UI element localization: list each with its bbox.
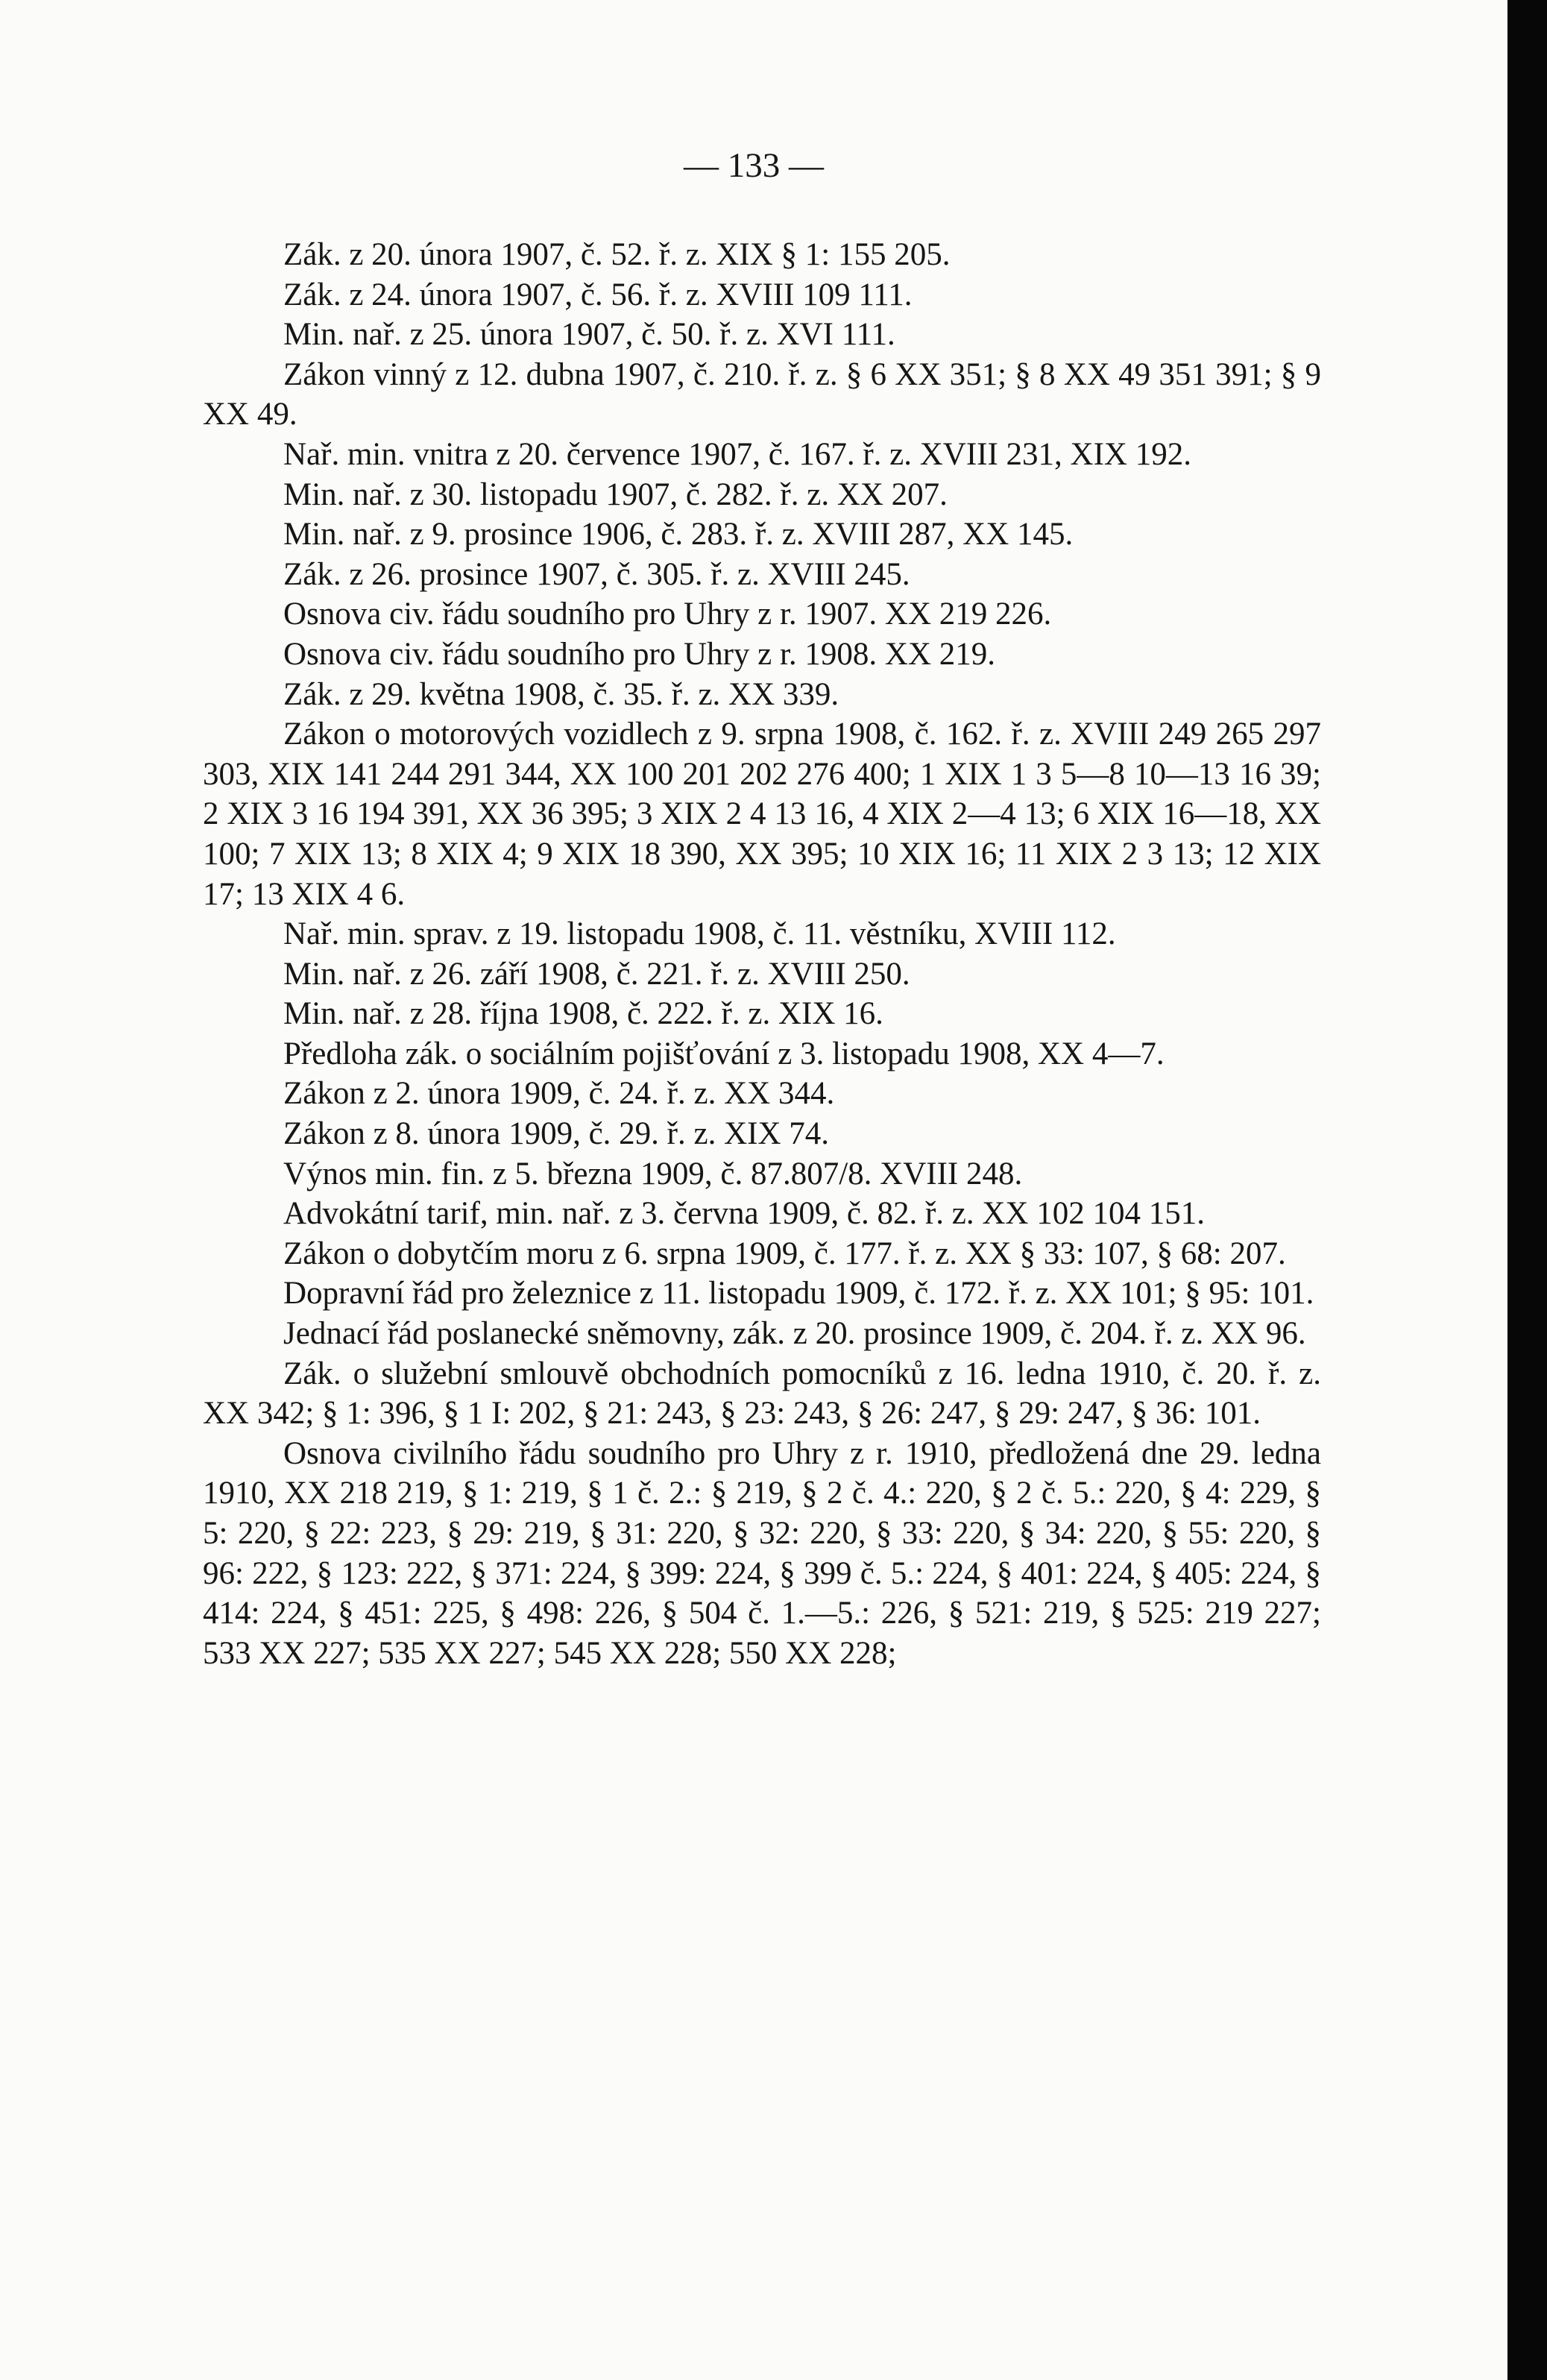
index-entry: Min. nař. z 30. listopadu 1907, č. 282. ř. z. XX 207. <box>283 476 948 512</box>
index-entry: Osnova civilního řádu soudního pro Uhry z r. 1910, předložená dne 29. ledna 1910, XX 218 219, § 1: 219, § 1 č. 2.: § 219, § 2 č. 4.: 220, § 2 č. 5.: 220, § 4: 229, § 5: 220, § 22: 223, § 29: 219, § 31: 220, § 32: 220, § 33: 220, § 34: 220, § 55: 220, § 96: 222, § 123: 222, § 371: 224, § 399: 224, § 399 č. 5.: 224, § 401: 224, § 405: 224, § 414: 224, § 451: 225, § 498: 226, § 504 č. 1.—5.: 226, § 521: 219, § 525: 219 227; 533 XX 227; 535 XX 227; 545 XX 228; 550 XX 228; <box>203 1435 1321 1671</box>
index-entries <box>203 235 1321 1673</box>
index-entry: Výnos min. fin. z 5. března 1909, č. 87.807/8. XVIII 248. <box>283 1156 1023 1191</box>
index-entry: Zák. o služební smlouvě obchodních pomocníků z 16. ledna 1910, č. 20. ř. z. XX 342; § 1: 396, § 1 I: 202, § 21: 243, § 23: 243, § 26: 247, § 29: 247, § 36: 101. <box>203 1356 1321 1432</box>
index-entry: Zákon o motorových vozidlech z 9. srpna 1908, č. 162. ř. z. XVIII 249 265 297 303, XIX 141 244 291 344, XX 100 201 202 276 400; 1 XIX 1 3 5—8 10—13 16 39; 2 XIX 3 16 194 391, XX 36 395; 3 XIX 2 4 13 16, 4 XIX 2—4 13; 6 XIX 16—18, XX 100; 7 XIX 13; 8 XIX 4; 9 XIX 18 390, XX 395; 10 XIX 16; 11 XIX 2 3 13; 12 XIX 17; 13 XIX 4 6. <box>203 717 1321 912</box>
index-entry: Zák. z 26. prosince 1907, č. 305. ř. z. XVIII 245. <box>283 556 910 592</box>
index-entry: Zákon z 2. února 1909, č. 24. ř. z. XX 344. <box>283 1076 835 1112</box>
scan-edge <box>1507 0 1547 2380</box>
index-entry: Zák. z 24. února 1907, č. 56. ř. z. XVIII 109 111. <box>283 277 913 312</box>
index-entry: Osnova civ. řádu soudního pro Uhry z r. 1907. XX 219 226. <box>283 596 1052 632</box>
index-entry: Osnova civ. řádu soudního pro Uhry z r. 1908. XX 219. <box>283 636 996 672</box>
index-entry: Nař. min. vnitra z 20. července 1907, č. 167. ř. z. XVIII 231, XIX 192. <box>283 436 1191 472</box>
index-entry: Zákon z 8. února 1909, č. 29. ř. z. XIX 74. <box>283 1116 830 1152</box>
index-entry: Advokátní tarif, min. nař. z 3. června 1909, č. 82. ř. z. XX 102 104 151. <box>283 1196 1205 1232</box>
index-entry: Min. nař. z 28. října 1908, č. 222. ř. z. XIX 16. <box>283 996 883 1032</box>
index-entry: Jednací řád poslanecké sněmovny, zák. z 20. prosince 1909, č. 204. ř. z. XX 96. <box>283 1316 1306 1352</box>
index-entry: Min. nař. z 25. února 1907, č. 50. ř. z. XVI 111. <box>283 317 895 353</box>
index-entry: Zák. z 29. května 1908, č. 35. ř. z. XX 339. <box>283 676 839 712</box>
page-number: — 133 — <box>684 146 824 185</box>
index-entry: Zákon o dobytčím moru z 6. srpna 1909, č. 177. ř. z. XX § 33: 107, § 68: 207. <box>283 1235 1286 1271</box>
index-entry: Dopravní řád pro železnice z 11. listopadu 1909, č. 172. ř. z. XX 101; § 95: 101. <box>283 1276 1314 1312</box>
index-entry: Předloha zák. o sociálním pojišťování z 3. listopadu 1908, XX 4—7. <box>283 1036 1165 1071</box>
index-entry: Min. nař. z 9. prosince 1906, č. 283. ř. z. XVIII 287, XX 145. <box>283 517 1074 552</box>
index-entry: Nař. min. sprav. z 19. listopadu 1908, č. 11. věstníku, XVIII 112. <box>283 916 1116 952</box>
index-entry: Min. nař. z 26. září 1908, č. 221. ř. z. XVIII 250. <box>283 956 910 992</box>
index-entry: Zák. z 20. února 1907, č. 52. ř. z. XIX § 1: 155 205. <box>283 237 951 272</box>
index-entry: Zákon vinný z 12. dubna 1907, č. 210. ř. z. § 6 XX 351; § 8 XX 49 351 391; § 9 XX 49. <box>203 356 1321 432</box>
